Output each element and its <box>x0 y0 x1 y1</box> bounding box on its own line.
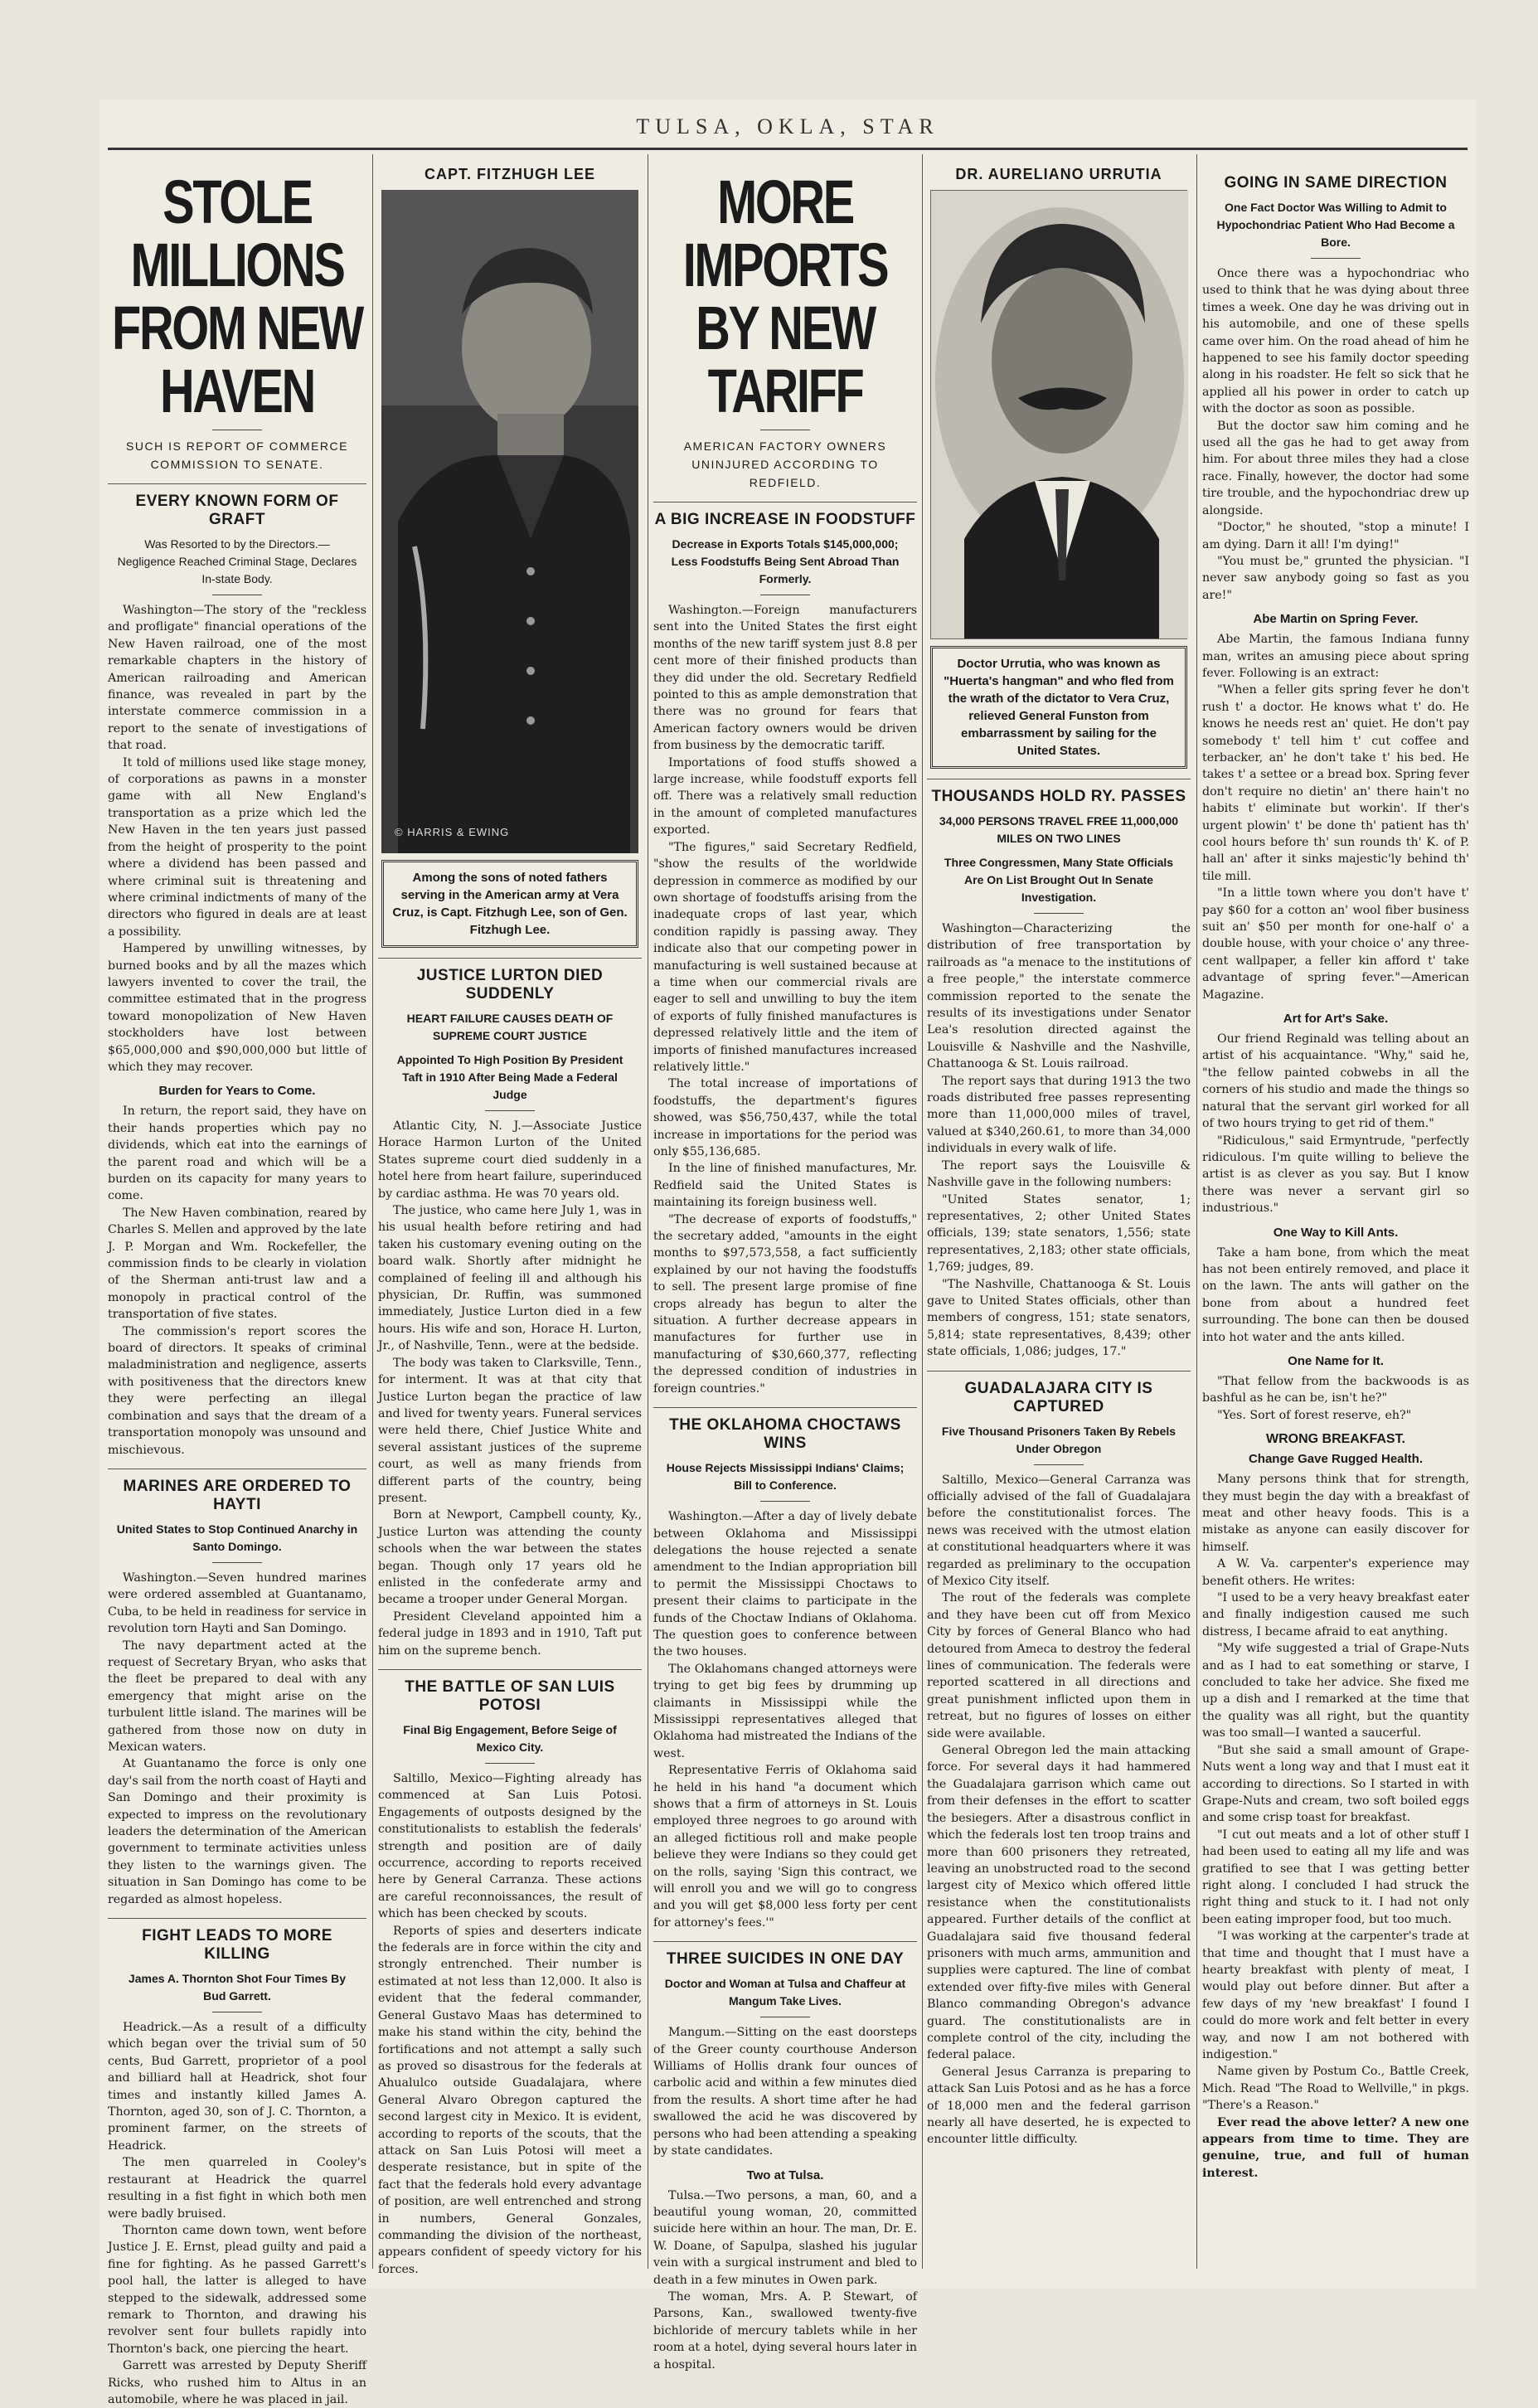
deck: James A. Thornton Shot Four Times By Bud Garrett. <box>128 1972 347 2003</box>
deck: Appointed To High Position By President Taft in 1910 After Being Made a Federal Judge <box>396 1053 623 1101</box>
paragraph: The commission's report scores the board of directors. It speaks of criminal maladministration and negligence, asserts with positiveness that the directors knew they were perfecting an illegal combination and says that the dream of a transportation monopoly was unsound and mischievous. <box>108 1324 366 1457</box>
subheadline: GUADALAJARA CITY IS CAPTURED <box>927 1371 1191 1416</box>
paragraph: General Jesus Carranza is preparing to attack San Luis Potosi and as he has a force of 18,000 men and the federal garrison nearly all have deserted, he is expected to encounter little difficulty. <box>927 2065 1191 2147</box>
subheadline: THE OKLAHOMA CHOCTAWS WINS <box>653 1407 917 1453</box>
paragraph: Washington.—Seven hundred marines were ordered assembled at Guantanamo, Cuba, to be held in readiness for service in revolution torn Hayti and San Domingo. <box>108 1571 366 1636</box>
subheadline: A BIG INCREASE IN FOODSTUFF <box>653 502 917 529</box>
section-heading: Abe Martin on Spring Fever. <box>1253 612 1419 627</box>
column-3 <box>653 154 917 2372</box>
section-heading: Burden for Years to Come. <box>158 1084 316 1099</box>
masthead: TULSA, OKLA, STAR <box>636 114 939 138</box>
portrait-photo-urrutia <box>930 190 1187 639</box>
deck: Three Congressmen, Many State Officials Are On List Brought Out In Senate Investigation. <box>944 856 1174 904</box>
paragraph: In return, the report said, they have on their hands properties which pay no dividends, which eat into the earnings of the parent road and which will be a burden on its capacity for many years to come. <box>108 1104 366 1203</box>
deck: Was Resorted to by the Directors.—Negligence Reached Criminal Stage, Declares In-state Body. <box>117 537 357 585</box>
paragraph: Reports of spies and deserters indicate the federals are in force within the city and strongly entrenched. Their number is estimated at not less than 12,000. It also is evident that the federal commander, General Gustavo Maas has determined to make his stand within the city, behind the fortifications and not attempt a sally such as proved so disastrous for the federals at Ahualulco outside Guadalajara, where General Alvaro Obregon captured the second largest city in Mexico. It is evident, according to reports of the scouts, that the attack on San Luis Potosi will meet a desperate resistance, but in spite of the fact that the federals hold every advantage of position, are well entrenched and strong in numbers, General Gonzales, commanding the division of the northeast, appears confident of speedy victory for his forces. <box>378 1924 642 2276</box>
paragraph: Saltillo, Mexico—Fighting already has commenced at San Luis Potosi. Engagements of outposts designed by the constitutionalists to establish the federals' strength and position are of daily occurrence, according to reports received here by General Carranza. These actions are careful reconnoissances, the result of which has been checked by scouts. <box>378 1772 642 1921</box>
paragraph: It told of millions used like stage money, of corporations as pawns in a monster game with all New England's transportation as a prize which led the New Haven in the ten years just passed from the height of prosperity to the point where a dividend has been passed and where criminal suit is threatening and where criminal indictments of many of the directors who figured in deals are at least a possibility. <box>108 755 366 939</box>
photo-caption: Among the sons of noted fathers serving in the American army at Vera Cruz, is Capt. Fitzhugh Lee, son of Gen. Fitzhugh Lee. <box>381 860 638 948</box>
paragraph: A W. Va. carpenter's experience may benefit others. He writes: <box>1202 1557 1469 1588</box>
paragraph: The body was taken to Clarksville, Tenn., for interment. It was at that city that Justice Lurton began the practice of law and lived for twenty years. Funeral services were held there, Chief Justice White and several assistant justices of the supreme court, as well as many friends from different parts of the country, being present. <box>378 1356 642 1505</box>
paragraph: Washington—Characterizing the distribution of free transportation by railroads as "a menace to the institutions of a free people," the interstate commerce commission reported to the senate the results of its investigations under Senator Lea's resolution directed against the Louisville & Nashville and the Nashville, Chattanooga & St. Louis railroad. <box>927 922 1191 1071</box>
column-4 <box>927 154 1191 2277</box>
paragraph: The report says that during 1913 the two roads distributed free passes representing more than 11,000,000 miles of travel, valued at $340,260.61, to more than 34,000 individuals in every walk of life. <box>927 1074 1191 1156</box>
portrait-illustration <box>381 190 638 853</box>
divider <box>485 1763 535 1764</box>
divider <box>1311 258 1361 259</box>
divider <box>760 1501 810 1502</box>
paragraph: "The Nashville, Chattanooga & St. Louis gave to United States officials, other than members of congress, 151; state senators, 5,814; state representatives, 8,439; other state officials, 1,086; judges, 17." <box>927 1277 1191 1359</box>
divider <box>1034 913 1084 914</box>
paragraph: "Ridiculous," said Ermyntrude, "perfectly ridiculous. I'm quite willing to believe the artist is as clever as you say. But I know there was never a servant girl so industrious." <box>1202 1134 1469 1216</box>
paragraph: Hampered by unwilling witnesses, by burned books and by all the mazes which lawyers invented to cover the trail, the committee estimated that in the progress toward monopolization of New Haven stockholders have lost between $65,000,000 and $90,000,000 but little of which they may recover. <box>108 942 366 1074</box>
deck: United States to Stop Continued Anarchy in Santo Domingo. <box>116 1522 358 1553</box>
paragraph: At Guantanamo the force is only one day's sail from the north coast of Hayti and San Domingo and their proximity is expected to impress on the revolutionary leaders the determination of the American government to terminate activities unless they listen to the warnings given. The situation in San Domingo has come to be regarded as almost hopeless. <box>108 1757 366 1906</box>
column-rule <box>372 154 373 2269</box>
paragraph: The Oklahomans changed attorneys were trying to get big fees by drumming up claimants in Mississippi while the Mississippi representatives alleged that Oklahoma had mistreated the Indians of the west. <box>653 1662 917 1760</box>
paragraph: Name given by Postum Co., Battle Creek, Mich. Read "The Road to Wellville," in pkgs. "There's a Reason." <box>1202 2065 1469 2113</box>
paragraph: The New Haven combination, reared by Charles S. Mellen and approved by the late J. P. Morgan and Wm. Rockefeller, the commission finds to be clearly in violation of the Sherman anti-trust law and a monopoly in practical control of the transportation of five states. <box>108 1206 366 1322</box>
paragraph: "I cut out meats and a lot of other stuff I had been used to eating all my life and was gratified to see that I was getting better right along. I concluded I had struck the right thing and stuck to it. I had not only been eating improper food, but too much. <box>1202 1828 1469 1926</box>
subheadline: EVERY KNOWN FORM OF GRAFT <box>108 483 366 529</box>
paragraph: Thornton came down town, went before Justice J. E. Ernst, plead guilty and paid a fine for fighting. As he passed Garrett's pool hall, the latter is alleged to have stepped to the sidewalk, addressed some remark to Thornton, and drawing his revolver sent four bullets rapidly into Thornton's back, one piercing the heart. <box>108 2223 366 2356</box>
column-rule <box>1196 154 1197 2269</box>
paragraph: The navy department acted at the request of Secretary Bryan, who asks that the fleet be prepared to deal with any emergency that might arise on the turbulent little island. The marines will be gathered from those now on duty in Mexican waters. <box>108 1639 366 1754</box>
subheadline: GOING IN SAME DIRECTION <box>1224 174 1448 192</box>
deck: Five Thousand Prisoners Taken By Rebels Under Obregon <box>941 1424 1177 1455</box>
section-heading: Art for Art's Sake. <box>1283 1012 1389 1027</box>
deck: SUCH IS REPORT OF COMMERCE COMMISSION TO SENATE. <box>126 439 348 471</box>
divider <box>485 1110 535 1111</box>
divider <box>1034 1464 1084 1465</box>
paragraph: The justice, who came here July 1, was in his usual health before retiring and had taken his customary evening outing on the board walk. Shortly after midnight he complained of feeling ill and although his physician, Dr. Ruffin, was summoned immediately, Justice Lurton died in a few hours. His wife and son, Horace H. Lurton, Jr., of Nashville, Tenn., were at the bedside. <box>378 1204 642 1353</box>
paragraph: General Obregon led the main attacking force. For several days it had hammered the Guadalajara garrison which came out from their defenses in the effort to scatter the besiegers. After a disastrous conflict in which the federals lost ten troop trains and more than 600 prisoners they retreated, leaving an unobstructed road to the second largest city of Mexico which offered little resistance when the constitutionalists appeared. Further details of the conflict at Guadalajara said five thousand federal prisoners with much arms, ammunition and supplies were captured. The line of combat extended over fifty-five miles with General Blanco commanding Obregon's advance guard. The constitutionalists are in complete control of the city, including the federal palace. <box>927 1744 1191 2062</box>
portrait-photo-lee <box>381 190 638 853</box>
paragraph: Importations of food stuffs showed a large increase, while foodstuff exports fell off. There was a relatively small reduction in the amount of completed manufactures exported. <box>653 755 917 837</box>
column-rule <box>922 154 923 2269</box>
subheadline: THREE SUICIDES IN ONE DAY <box>653 1941 917 1969</box>
paragraph: Mangum.—Sitting on the east doorsteps of the Greer county courthouse Anderson Williams of Hollis drank four ounces of carbolic acid and within a few minutes died from the results. A short time after he had swallowed the acid he was discovered by persons who had been attending a speaking by state candidates. <box>653 2026 917 2158</box>
photo-caption: Doctor Urrutia, who was known as "Huerta's hangman" and who fled from the wrath of the dictator to Vera Cruz, relieved General Funston from embarrassment by sailing for the United States. <box>930 646 1187 769</box>
deck: Final Big Engagement, Before Seige of Mexico City. <box>403 1723 617 1754</box>
deck: Doctor and Woman at Tulsa and Chaffeur at Mangum Take Lives. <box>664 1977 906 2008</box>
paragraph: Washington.—After a day of lively debate between Oklahoma and Mississippi delegations the house rejected a senate amendment to the Indian appropriation bill to permit the Mississippi Choctaws to present their claims to participate in the funds of the Choctaw Indians of Oklahoma. The question goes to conference between the two houses. <box>653 1510 917 1659</box>
section-heading: One Way to Kill Ants. <box>1273 1225 1399 1240</box>
paragraph: Abe Martin, the famous Indiana funny man, writes an amusing piece about spring fever. Following is an extract: <box>1202 633 1469 680</box>
column-5 <box>1202 154 1469 2277</box>
section-heading: WRONG BREAKFAST. <box>1266 1432 1405 1447</box>
paragraph: The report says the Louisville & Nashville gave in the following numbers: <box>927 1158 1191 1190</box>
paragraph: "The decrease of exports of foodstuffs," the secretary added, "amounts in the eight months to $97,573,558, a fact sufficiently explained by our not having the foodstuffs to sell. The present large promise of fine crops already has begun to alter the situation. A further decrease appears in manufactures for further use in manufacturing of $30,660,377, reflecting the depressed condition of industries in foreign countries." <box>653 1212 917 1396</box>
deck: AMERICAN FACTORY OWNERS UNINJURED ACCORDING TO REDFIELD. <box>683 439 887 489</box>
column-2 <box>378 154 642 2277</box>
subheadline: FIGHT LEADS TO MORE KILLING <box>108 1918 366 1964</box>
divider <box>212 1562 262 1563</box>
deck: House Rejects Mississippi Indians' Claims; Bill to Conference. <box>666 1461 905 1493</box>
headline-stole-millions: STOLE MILLIONS FROM NEW HAVEN <box>112 167 362 425</box>
portrait-illustration <box>931 191 1188 638</box>
paragraph: "United States senator, 1; representatives, 2; other United States officials, 139; state senators, 1,556; state representatives, 2,183; other state officials, 1,769; judges, 89. <box>927 1192 1191 1274</box>
paragraph: "My wife suggested a trial of Grape-Nuts and as I had to eat something or starve, I concluded to take her advice. She fixed me up a dish and I remarked at the time that the quality was all right, but the quantity was too small—I wanted a saucerful. <box>1202 1642 1469 1740</box>
deck: 34,000 PERSONS TRAVEL FREE 11,000,000 MILES ON TWO LINES <box>939 814 1179 845</box>
paragraph: "Doctor," he shouted, "stop a minute! I am dying. Darn it all! I'm dying!" <box>1202 521 1469 551</box>
portrait-title: DR. AURELIANO URRUTIA <box>955 166 1162 182</box>
paragraph: But the doctor saw him coming and he used all the gas he had to get away from him. For about three miles they had a close race. Finally, however, the doctor had some tire trouble, and the hypochondriac drew up alongside. <box>1202 419 1469 517</box>
photo-credit: © HARRIS & EWING <box>395 826 510 838</box>
headline-more-imports: MORE IMPORTS BY NEW TARIFF <box>682 167 888 425</box>
section-subheading: Change Gave Rugged Health. <box>1248 1452 1424 1467</box>
deck: HEART FAILURE CAUSES DEATH OF SUPREME COURT JUSTICE <box>406 1012 614 1042</box>
paragraph: Tulsa.—Two persons, a man, 60, and a beautiful young woman, 20, committed suicide here within an hour. The man, Dr. E. W. Doane, of Sapulpa, slashed his jugular vein with a surgical instrument and bled to death in a few minutes in Owen park. <box>653 2188 917 2287</box>
paragraph: Representative Ferris of Oklahoma said he held in his hand "a document which shows that a firm of attorneys in St. Louis employed three negroes to go around with an alleged fictitious roll and make people believe they were Indians so they could get on the rolls, saying 'Sign this contract, we will enroll you and we will go to congress and you will get $8,000 less forty per cent for attorney's fees.'" <box>653 1764 917 1930</box>
paragraph: Headrick.—As a result of a difficulty which began over the trivial sum of 50 cents, Bud Garrett, proprietor of a pool and billiard hall at Headrick, shot four times and instantly killed James A. Thornton, aged 30, son of J. C. Thornton, a prominent farmer, on the streets of Headrick. <box>108 2021 366 2153</box>
paragraph: The total increase of importations of foodstuffs, the department's figures showed, was $56,750,437, while the total increase in importations for the period was only $55,136,685. <box>653 1077 917 1158</box>
paragraph: "But she said a small amount of Grape-Nuts went a long way and that I must eat it according to directions. So I started in with Grape-Nuts and cream, two soft boiled eggs and some crisp toast for breakfast. <box>1202 1743 1469 1825</box>
paragraph: Saltillo, Mexico—General Carranza was officially advised of the fall of Guadalajara before the constitutionalist forces. The news was received with the utmost elation at constitutional headquarters where it was regarded as preliminary to the occupation of Mexico City itself. <box>927 1473 1191 1588</box>
paragraph: "I used to be a very heavy breakfast eater and finally indigestion caused me such distress, I became afraid to eat anything. <box>1202 1591 1469 1639</box>
paragraph: Our friend Reginald was telling about an artist of his acquaintance. "Why," said he, "the fellow painted cobwebs in all the corners of his studio and made the things so natural that the servant girl worked for all of two hours trying to get rid of them." <box>1202 1032 1469 1131</box>
paragraph: Once there was a hypochondriac who used to think that he was dying about three times a week. One day he was driving out in his automobile, and one of these spells came over him. On the road ahead of him he happened to see his family doctor speeding along in his roadster. He felt so sick that he applied all his power in order to catch up with the doctor as soon as possible. <box>1202 267 1469 416</box>
deck: Decrease in Exports Totals $145,000,000; Less Foodstuffs Being Sent Abroad Than Formerly. <box>671 537 900 585</box>
paragraph: The woman, Mrs. A. P. Stewart, of Parsons, Kan., swallowed twenty-five bichloride of mercury tablets while in her room at a hotel, dying several hours later in a hospital. <box>653 2289 917 2372</box>
subheadline: THOUSANDS HOLD RY. PASSES <box>927 779 1191 806</box>
newspaper-page <box>99 100 1476 2406</box>
portrait-title: CAPT. FITZHUGH LEE <box>425 166 595 182</box>
paragraph: "In a little town where you don't have t' pay $60 for a cotton an' wool fiber business suit an' $50 per month for one-half o' a double house, with your choice o' any three-cent wallpaper, a feller kin afford t' take advantage of spring fever."—American Magazine. <box>1202 886 1469 1002</box>
subheadline: THE BATTLE OF SAN LUIS POTOSI <box>378 1669 642 1715</box>
paragraph: In the line of finished manufactures, Mr. Redfield said the United States is maintaining its foreign business well. <box>653 1162 917 1210</box>
paragraph: Washington.—Foreign manufacturers sent into the United States the first eight months of the new tariff system just 8.8 per cent more of their finished products than they did under the old. Secretary Redfield pointed to this as ample demonstration that there was no ground for fears that American factory owners would be driven from business by the democratic tariff. <box>653 604 917 753</box>
paragraph: Atlantic City, N. J.—Associate Justice Horace Harmon Lurton of the United States supreme court died suddenly in a hotel here from heart failure, superinduced by cardiac asthma. He was 70 years old. <box>378 1119 642 1201</box>
section-heading: Two at Tulsa. <box>746 2168 824 2182</box>
paragraph: Take a ham bone, from which the meat has not been entirely removed, and place it on the lawn. The ants will gather on the bone from about a hundred feet surrounding. The bone can then be doused into hot water and the ants killed. <box>1202 1245 1469 1344</box>
subheadline: JUSTICE LURTON DIED SUDDENLY <box>378 958 642 1003</box>
paragraph: Many persons think that for strength, they must begin the day with a breakfast of meat and other heavy foods. This is a mistake as anyone can easily discover for himself. <box>1202 1473 1469 1554</box>
paragraph: The men quarreled in Cooley's restaurant at Headrick the quarrel resulting in a fist fight in which both men were badly bruised. <box>108 2156 366 2221</box>
paragraph: Washington—The story of the "reckless and profligate" financial operations of the New Haven railroad, one of the most remarkable chapters in the history of American railroading and American finance, was revealed in part by the interstate commerce commission in a report to the senate of investigations of that road. <box>108 604 366 753</box>
paragraph: "Yes. Sort of forest reserve, eh?" <box>1217 1408 1412 1422</box>
paragraph: President Cleveland appointed him a federal judge in 1893 and in 1910, Taft put him on the supreme bench. <box>378 1609 642 1658</box>
paragraph: Born at Newport, Campbell county, Ky., Justice Lurton was attending the county schools when the war between the states began. Though only 17 years old he enlisted in the confederate army and became a trooper under General Morgan. <box>378 1508 642 1607</box>
paragraph: "That fellow from the backwoods is as bashful as he can be, isn't he?" <box>1202 1374 1469 1405</box>
column-1 <box>108 154 366 2406</box>
paragraph: "When a feller gits spring fever he don't rush t' a doctor. He knows what t' do. He knows he needs rest an' quiet. He don't pay somebody t' tell him t' cut coffee and terbacker, an' he don't take t' his bed. He takes t' a settee or a bread box. Spring fever don't require no dietin' an' there hain't no habits t' eliminate but workin'. If ther's urgent plowin' t' be done th' patient has th' cool hours before th' sun rounds th' K. of P. hall an' after it sinks majestic'ly behind th' tile mill. <box>1202 683 1469 883</box>
top-rule <box>108 148 1468 150</box>
paragraph: "You must be," grunted the physician. "I never saw anybody going so fast as you are!" <box>1202 554 1469 602</box>
subheadline: MARINES ARE ORDERED TO HAYTI <box>108 1469 366 1514</box>
paragraph: "The figures," said Secretary Redfield, "show the results of the worldwide depression in commerce as modified by our own shortage of foodstuffs arising from the inadequate crops of last year, which condition rapidly is passing away. They indicate also that our competing power in manufacturing is well sustained because at a time when our commercial rivals are eager to sell and unwilling to buy the item of exports of fully finished manufactures is depressed relatively little and the item of imports of finished manufactures increased relatively little." <box>653 840 917 1074</box>
paragraph: Ever read the above letter? A new one appears from time to time. They are genuine, true, and full of human interest. <box>1202 2115 1469 2180</box>
paragraph: "I was working at the carpenter's trade at that time and thought that I must have a hearty breakfast with plenty of meat, I would play out before dinner. But after a few days of my 'new breakfast' I found I could do more work and felt better in every way, and now I am not bothered with indigestion." <box>1202 1930 1469 2061</box>
paragraph: The rout of the federals was complete and they have been cut off from Mexico City by forces of General Blanco who had detoured from Ameca to destroy the federal lines of communication. The federals were reported scattered in all directions and great punishment inflicted upon them in retreat, but no figures of losses on either side were available. <box>927 1591 1191 1740</box>
section-heading: One Name for It. <box>1288 1353 1384 1368</box>
paragraph: Garrett was arrested by Deputy Sheriff Ricks, who rushed him to Altus in an automobile, where he was placed in jail. <box>108 2359 366 2406</box>
deck: One Fact Doctor Was Willing to Admit to Hypochondriac Patient Who Had Become a Bore. <box>1216 201 1455 249</box>
